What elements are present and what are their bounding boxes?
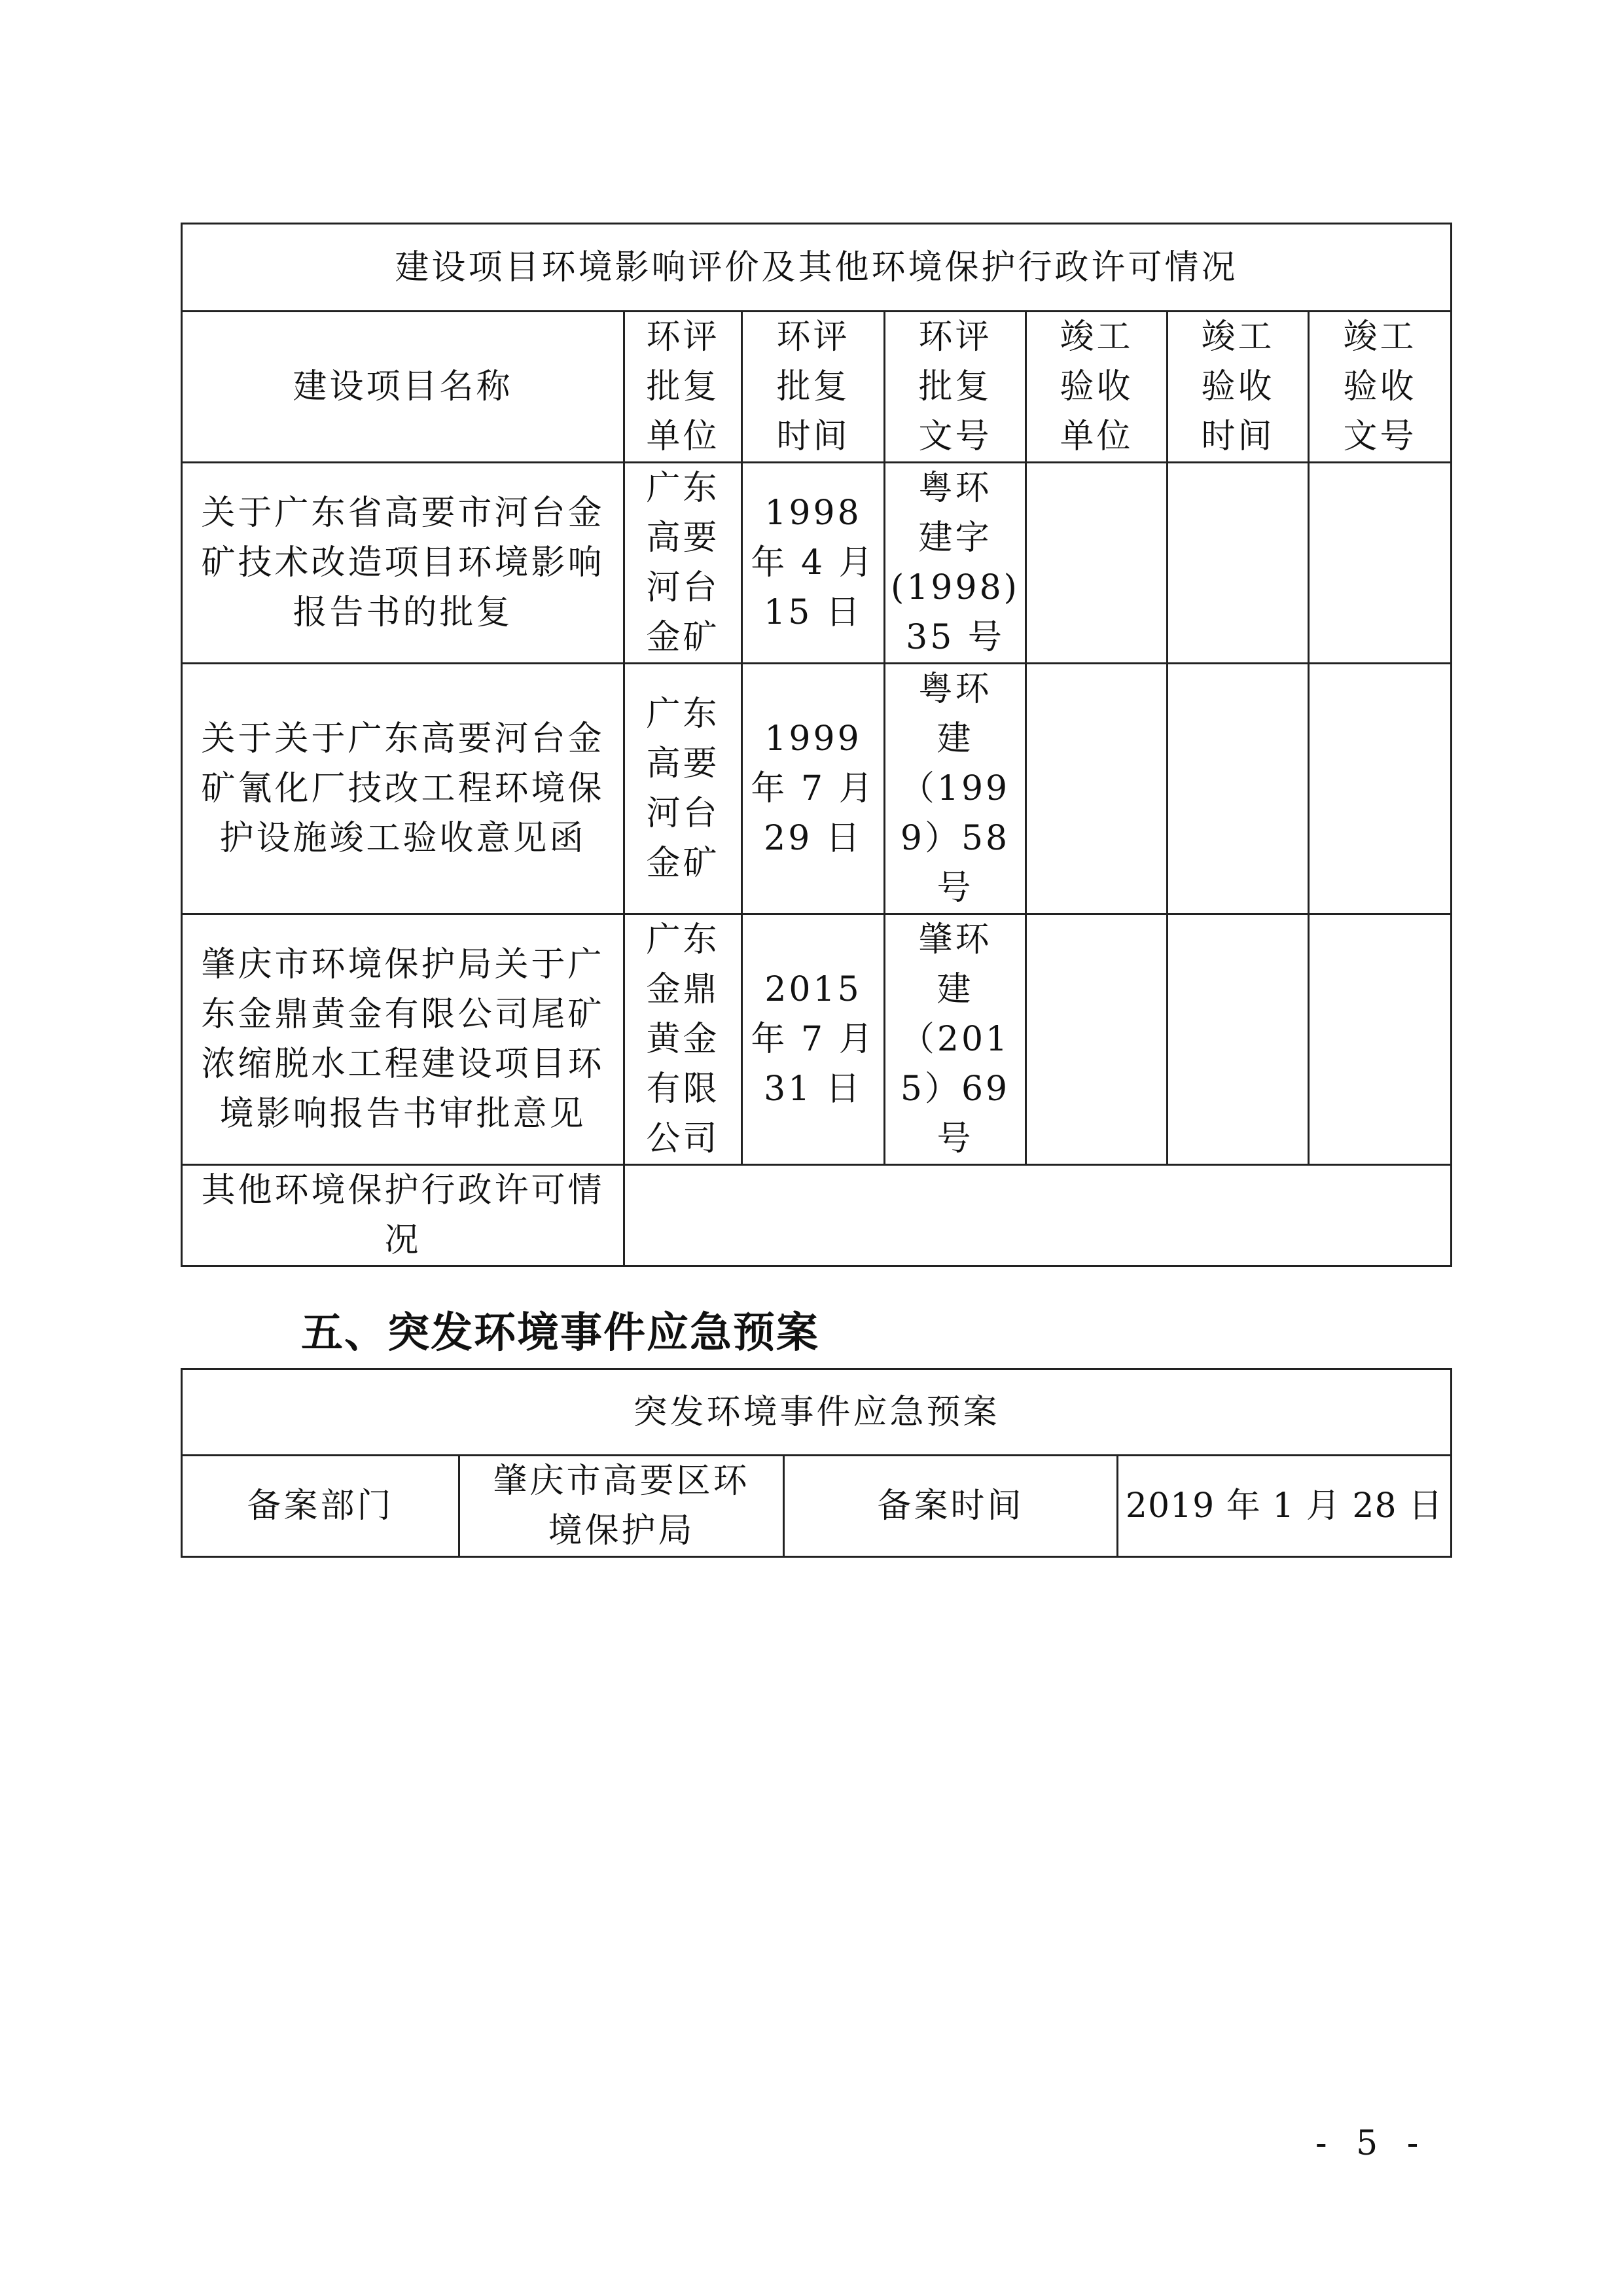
eia-unit: 广东 金鼎 黄金 有限 公司 — [624, 914, 742, 1165]
filing-time-label: 备案时间 — [784, 1456, 1118, 1557]
header-eia-doc: 环评 批复 文号 — [885, 312, 1026, 463]
other-permits-label: 其他环境保护行政许可情况 — [182, 1165, 624, 1266]
filing-dept-label: 备案部门 — [182, 1456, 459, 1557]
acceptance-time — [1168, 463, 1309, 664]
header-acceptance-doc: 竣工 验收 文号 — [1309, 312, 1452, 463]
eia-time: 2015 年 7 月 31 日 — [742, 914, 885, 1165]
acceptance-time — [1168, 664, 1309, 914]
page-number: - 5 - — [1315, 2124, 1428, 2163]
other-permits-value — [624, 1165, 1452, 1266]
eia-doc: 粤环 建 （199 9）58 号 — [885, 664, 1026, 914]
header-eia-time: 环评 批复 时间 — [742, 312, 885, 463]
project-name: 关于关于广东高要河台金矿氰化厂技改工程环境保护设施竣工验收意见函 — [182, 664, 624, 914]
eia-time: 1998 年 4 月 15 日 — [742, 463, 885, 664]
acceptance-unit — [1026, 463, 1168, 664]
section-heading: 五、突发环境事件应急预案 — [301, 1309, 819, 1357]
eia-doc: 肇环 建 （201 5）69 号 — [885, 914, 1026, 1165]
filing-dept-value: 肇庆市高要区环境保护局 — [459, 1456, 784, 1557]
header-eia-unit: 环评 批复 单位 — [624, 312, 742, 463]
permit-table — [181, 223, 1452, 1267]
acceptance-doc — [1309, 914, 1452, 1165]
header-acceptance-time: 竣工 验收 时间 — [1168, 312, 1309, 463]
project-name: 关于广东省高要市河台金矿技术改造项目环境影响报告书的批复 — [182, 463, 624, 664]
filing-time-value: 2019 年 1 月 28 日 — [1118, 1456, 1452, 1557]
acceptance-doc — [1309, 664, 1452, 914]
table-row — [182, 664, 1452, 914]
header-project-name: 建设项目名称 — [182, 312, 624, 463]
eia-unit: 广东 高要 河台 金矿 — [624, 664, 742, 914]
eia-unit: 广东 高要 河台 金矿 — [624, 463, 742, 664]
eia-time: 1999 年 7 月 29 日 — [742, 664, 885, 914]
emergency-plan-table — [181, 1368, 1452, 1558]
eia-doc: 粤环 建字 (1998) 35 号 — [885, 463, 1026, 664]
acceptance-unit — [1026, 914, 1168, 1165]
table-row — [182, 463, 1452, 664]
project-name: 肇庆市环境保护局关于广东金鼎黄金有限公司尾矿浓缩脱水工程建设项目环境影响报告书审批意见 — [182, 914, 624, 1165]
table-title: 建设项目环境影响评价及其他环境保护行政许可情况 — [182, 224, 1452, 312]
header-acceptance-unit: 竣工 验收 单位 — [1026, 312, 1168, 463]
acceptance-time — [1168, 914, 1309, 1165]
table-row — [182, 914, 1452, 1165]
acceptance-doc — [1309, 463, 1452, 664]
acceptance-unit — [1026, 664, 1168, 914]
table-title: 突发环境事件应急预案 — [182, 1369, 1452, 1456]
